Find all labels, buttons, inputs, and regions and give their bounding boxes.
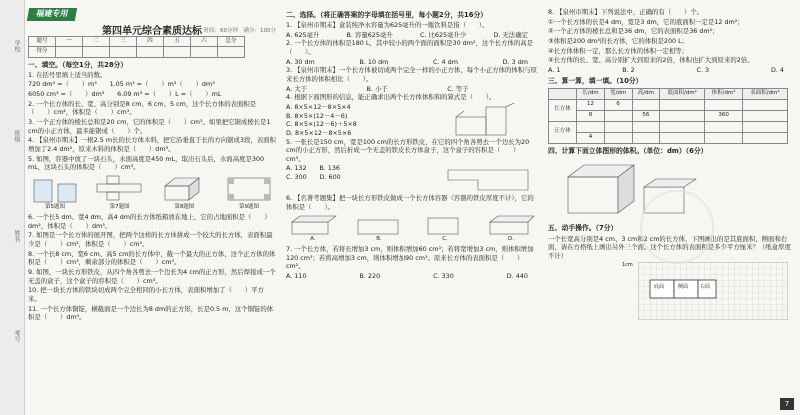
grid-cell[interactable] xyxy=(632,99,660,110)
mc-question-4: 4. 根据下面图形的信息，能正确求出两个长方体体积和的算式是（ ）。 xyxy=(286,93,496,102)
grid-cell[interactable]: 56 xyxy=(632,110,660,121)
mc-6-figures xyxy=(286,214,538,243)
score-table xyxy=(28,36,245,58)
option: A. 8×5×12－8×5×4 xyxy=(286,102,351,111)
column-middle xyxy=(286,8,538,281)
option: C. 330 xyxy=(433,272,454,281)
grid-header: 体积/dm³ xyxy=(705,88,743,99)
grid-cell[interactable] xyxy=(577,121,605,132)
watermark-stamp xyxy=(640,190,714,264)
figure-7 xyxy=(93,174,147,211)
operation-question: 一个长宽高分别是4 cm、3 cm和2 cm的长方体，下图画出的是其底面积、侧面和右面，请在方格纸上画出另外三个面。这个长方体的表面积是多少平方厘米？（纸盒厚度不计） xyxy=(548,234,791,260)
figure-caption: A. xyxy=(310,235,316,242)
score-cell: 总分 xyxy=(218,36,245,46)
figure-8 xyxy=(157,174,211,211)
mc-6-figure-d xyxy=(484,214,538,243)
option: D. 4 xyxy=(770,65,784,74)
score-input[interactable] xyxy=(83,47,110,57)
option: A. 30 dm xyxy=(286,57,315,66)
grid-cell[interactable] xyxy=(705,121,743,132)
question-2: 2. 一个长方体的长、宽、高分别是8 cm、6 cm、5 cm，这个长方体的表面积是（ ）cm²，体积是（ ）cm³。 xyxy=(28,99,257,117)
statement-4: ④长方体体积一定，那么长方体的体积一定相等； xyxy=(548,46,688,55)
score-input[interactable] xyxy=(110,47,137,57)
mc-6-figure-b xyxy=(352,214,406,243)
grid-cell[interactable]: 4 xyxy=(577,132,605,143)
option: C. 3 xyxy=(696,65,710,74)
question-3: 3. 一个正方体的棱长总和是20 cm，它的体积是（ ）cm³。如果把它锯成棱长是1 cm的小正方体，最多能锯成（ ）个。 xyxy=(28,117,271,135)
score-cell: 四 xyxy=(137,36,164,46)
option: D. 3 dm xyxy=(502,57,528,66)
grid-cell[interactable] xyxy=(705,132,743,143)
score-cell: 六 xyxy=(191,36,218,46)
grid-cell[interactable] xyxy=(632,132,660,143)
net-illustration xyxy=(95,174,145,204)
grid-cell[interactable]: 360 xyxy=(705,110,743,121)
section-2-heading: 二、选择。（将正确答案的字母填在括号里，每小题2分，共16分） xyxy=(286,11,488,19)
side-label-school: 学校 xyxy=(13,40,20,52)
face-label: 右面 xyxy=(700,283,711,290)
grid-cell[interactable]: 6 xyxy=(604,99,632,110)
score-cell: 题号 xyxy=(29,36,56,46)
option: B. 8×5×(12－4－6) xyxy=(286,111,348,120)
figure-caption: 第7题图 xyxy=(109,203,130,210)
mc-5-block xyxy=(286,164,538,194)
grid-header: 表面积/dm² xyxy=(742,88,787,99)
grid-cell[interactable] xyxy=(660,121,705,132)
figure-caption: 第9题图 xyxy=(238,203,259,210)
grid-header: 底面积/dm² xyxy=(660,88,705,99)
option: B. 容量625毫升 xyxy=(346,30,393,39)
option: A. 132 xyxy=(286,164,307,173)
beaker-illustration xyxy=(30,174,80,204)
option: A. 大于 xyxy=(286,84,308,93)
page-title: 第四单元综合素质达标 xyxy=(102,25,202,37)
section-5-heading: 五、动手操作。（7分） xyxy=(548,224,618,233)
statement-2: ②一个正方体的棱长总和是36 dm，它的表面积是36 dm²； xyxy=(548,27,719,36)
mc-options-5 xyxy=(286,164,396,194)
question-8: 8. 一个长8 cm、宽6 cm、高5 cm的长方体中，截一个最大的正方体，这个正方体的体积是（ ）cm³，剩余部分的体积是（ ）cm³。 xyxy=(28,249,276,267)
exam-meta: 时间：60分钟 满分：100分 xyxy=(203,28,276,35)
grid-cell[interactable]: 12 xyxy=(577,99,605,110)
mc-question-1: 1. 【泉州市期末】盒装纯净水容量为625毫升的一瓶饮料是指（ ）。 xyxy=(286,21,489,30)
grid-cell[interactable]: 8 xyxy=(577,110,605,121)
cuboid-illustration xyxy=(159,174,209,204)
grid-header: 长/dm xyxy=(577,88,605,99)
score-cell: 一 xyxy=(56,36,83,46)
score-cell: 二 xyxy=(83,36,110,46)
question-7: 7. 如图是一个长方体的展开图，把两个这样的长方体拼成一个较大的长方体，表面积最少是（ ）cm²，体积是（ ）cm³。 xyxy=(28,231,273,249)
question-1a: 720 dm³ =（ ）m³ 1.05 m³ =（ ）m³（ ）dm³ xyxy=(28,80,215,89)
score-input[interactable] xyxy=(191,47,218,57)
score-input[interactable] xyxy=(56,47,83,57)
option: D. 600 xyxy=(319,173,341,182)
question-11: 11. 一个长方体铜锭，横截面是一个边长为8 dm的正方形，长是0.5 m，这个铜锭的体积是（ ）dm³。 xyxy=(28,304,274,322)
grid-cell[interactable] xyxy=(742,132,787,143)
region-badge: 福建专用 xyxy=(27,8,77,21)
mc-4-block xyxy=(286,103,538,138)
grid-cell[interactable] xyxy=(604,132,632,143)
option: D. 无法确定 xyxy=(493,30,528,39)
figure-caption: C. xyxy=(442,235,448,242)
grid-cell[interactable] xyxy=(660,132,705,143)
grid-cell[interactable] xyxy=(742,121,787,132)
binding-strip xyxy=(0,0,25,415)
mc-question-2: 2. 一个长方体的体积是180 L，其中较小的两个面的面积是30 dm²，这个长方体的高是（ ）。 xyxy=(286,39,534,57)
option: B. 2 xyxy=(622,65,635,74)
mc-question-3: 3. 【泉州市期末】一个长方体被切成两个完全一样的小正方体，每个小正方体的体积与原来长方体的体积相比（ ）。 xyxy=(286,66,537,84)
question-1: 1. 在括号里填上适当的数。 xyxy=(28,70,107,79)
option: B. 220 xyxy=(359,272,381,281)
question-6: 6. 一个长5 dm、宽4 dm、高4 dm的长方体纸箱放在地上，它的占地面积是（ ）dm²，体积是（ ）dm³。 xyxy=(28,213,271,230)
mc-question-5: 5. 一张长是150 cm，宽是100 cm的长方形铁皮，在它的四个角各剪去一个边长为20 cm的小正方形，然后折成一个无盖的铁皮长方体盒子，这个盒子的容积是（ ）cm³。 xyxy=(286,137,530,163)
side-label-id: 考号 xyxy=(13,330,20,342)
grid-paper-area xyxy=(548,262,794,322)
page-number: 7 xyxy=(780,398,794,410)
option: D. 8×5×12－8×5×6 xyxy=(286,128,352,137)
figure-caption: B. xyxy=(376,235,382,242)
score-cell: 三 xyxy=(110,36,137,46)
option: B. 136 xyxy=(319,164,340,173)
score-input[interactable] xyxy=(137,47,164,57)
grid-cell[interactable] xyxy=(660,110,705,121)
stacked-cuboids-figure xyxy=(436,103,526,137)
grid-cell[interactable] xyxy=(604,121,632,132)
option: D. 440 xyxy=(506,272,528,281)
mc-6-figure-a xyxy=(286,214,340,243)
mc-options-7 xyxy=(286,272,538,281)
figure-9 xyxy=(222,174,276,211)
score-input[interactable] xyxy=(218,47,245,57)
statement-5: ⑤长方体的长、宽、高分别扩大到原来的2倍，体积也扩大到原来的2倍。 xyxy=(548,56,754,65)
unit-label: 1cm xyxy=(622,261,633,268)
mc-options-8 xyxy=(548,66,794,75)
grid-header: 宽/dm xyxy=(604,88,632,99)
question-5: 5. 如图，容器中放了一块石头，水面高度是450 mL，取出石头后，水面高度是300 mL，这块石头的体积是（ ）cm³。 xyxy=(28,154,265,172)
statement-1: ①一个长方体的长是4 dm，宽是3 dm，它的底面积一定是12 dm²； xyxy=(548,17,744,26)
section-1-heading: 一、填空。（每空1分，共28分） xyxy=(28,60,128,69)
fill-in-grid xyxy=(548,88,788,144)
column-right xyxy=(548,8,794,322)
grid-cell[interactable] xyxy=(632,121,660,132)
mc-options-3 xyxy=(286,85,538,94)
mc-question-8: 8. 【泉州市期末】下列说法中，正确的有（ ）个。 xyxy=(548,8,704,16)
sheet-cut-figure xyxy=(438,164,538,194)
option: C. 等于 xyxy=(447,84,469,93)
grid-cell[interactable] xyxy=(705,99,743,110)
face-label: 底面 xyxy=(654,283,665,290)
mc-question-7: 7. 一个长方体，若将长增加3 cm，则体积增加60 cm³；若将宽增加3 cm，则体积增加120 cm³；若将高增加3 cm，则体积增加90 cm³。原来长方体的表面积是（ ）cm²。 xyxy=(286,245,534,271)
mc-6-figure-c xyxy=(418,214,472,243)
mc-options-4 xyxy=(286,103,436,138)
column-left xyxy=(28,8,276,323)
option: B. 10 dm xyxy=(359,57,389,66)
grid-row-label: 长方体 xyxy=(549,99,577,121)
grid-paper[interactable] xyxy=(638,262,788,320)
statement-3: ③体积是200 dm³的长方体，它的体积是200 L； xyxy=(548,36,689,45)
figure-5 xyxy=(28,174,82,211)
option: A. 1 xyxy=(548,65,561,74)
side-label-name: 姓名 xyxy=(13,230,20,242)
option: C. 8×5×(12－6)＋5×8 xyxy=(286,120,357,129)
option: A. 625毫升 xyxy=(286,30,320,39)
question-9: 9. 如图，一块长方形铁皮，从四个角各剪去一个边长为4 cm的正方形，然后焊接成一个无盖的盒子，这个盒子的容积是（ ）cm³。 xyxy=(28,268,276,285)
figure-caption: 第8题图 xyxy=(174,203,195,210)
grid-cell[interactable] xyxy=(604,110,632,121)
question-1b: 6050 cm³ =（ ）dm³ 6.09 m³ =（ ）L =（ ）mL xyxy=(28,90,222,99)
grid-cell[interactable] xyxy=(742,99,787,110)
grid-cell[interactable] xyxy=(742,110,787,121)
figure-caption: D. xyxy=(508,235,514,242)
figure-row xyxy=(28,174,276,211)
sheet-illustration xyxy=(224,174,274,204)
side-label-class: 班级 xyxy=(13,130,20,142)
grid-cell[interactable] xyxy=(660,99,705,110)
option: C. 300 xyxy=(286,173,307,182)
section-3-heading: 三、算一算，填一填。（10分） xyxy=(548,77,643,86)
option: A. 110 xyxy=(286,272,307,281)
figure-caption: 第5题图 xyxy=(45,203,65,210)
score-cell: 得分 xyxy=(29,47,56,57)
option: B. 小于 xyxy=(366,84,388,93)
grid-row-label: 正方体 xyxy=(549,121,577,143)
mc-question-6: 6. 【名著考题集】把一块长方形铁皮做成一个长方体容器（容器的铁皮厚度不计），它的体积是（ ）。 xyxy=(286,194,534,212)
score-input[interactable] xyxy=(164,47,191,57)
section-4-heading: 四、计算下面立体图形的体积。（单位：dm）（6分） xyxy=(548,146,708,155)
face-label: 侧面 xyxy=(678,283,689,290)
grid-header: 高/dm xyxy=(632,88,660,99)
question-4: 4. 【泉州市期末】一根2.5 m长的长方体木料，把它沿垂直于长的方向锯成3段，表面积增加了2.4 dm²，原来木料的体积是（ ）dm³。 xyxy=(28,136,276,153)
question-10: 10. 把一块长方体的铁块切成两个完全相同的小长方体，表面积增加了（ ）平方米。 xyxy=(28,286,264,303)
score-cell: 五 xyxy=(164,36,191,46)
option: C. 4 dm xyxy=(433,57,458,66)
option: C. 比625毫升少 xyxy=(419,30,467,39)
